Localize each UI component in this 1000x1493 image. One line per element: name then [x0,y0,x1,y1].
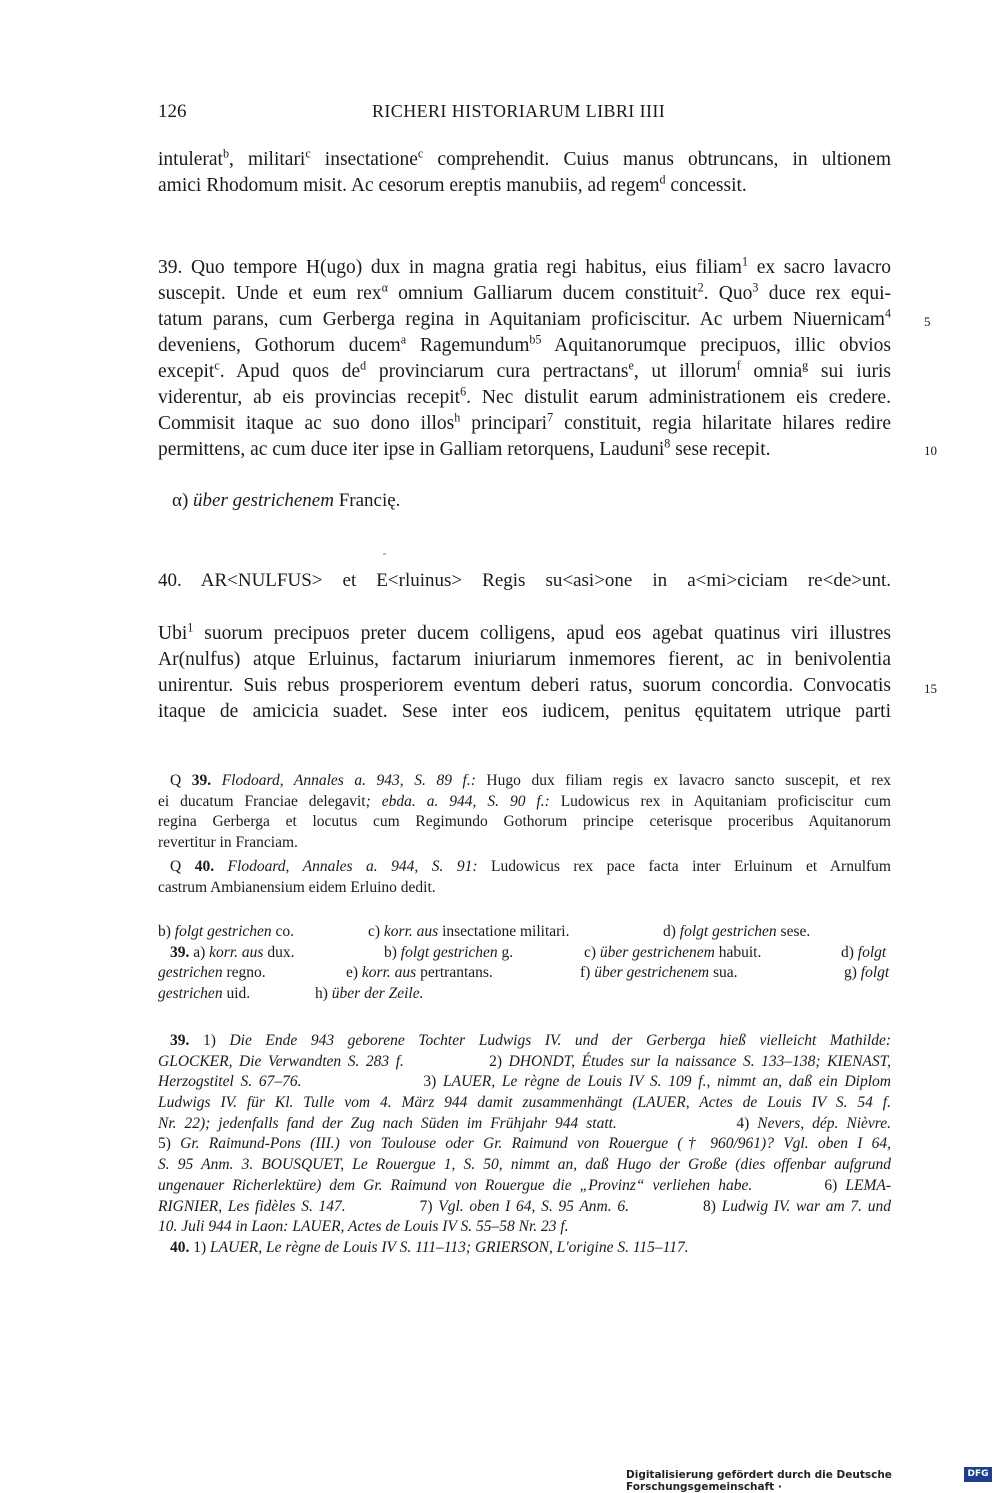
source-line: castrum Ambianensium eidem Erluino dedit. [158,878,436,896]
chapter-40-heading: 40. AR<NULFUS> et E<rluinus> Regis su<asi>one in a<mi>ciciam re<de>unt. [158,570,891,591]
variant-alpha-mark: α) [172,490,189,511]
note-line: 5) Gr. Raimund-Pons (III.) von Toulouse oder Gr. Raimund von Rouergue († 960/961)? Vgl. oben I 64, [158,1135,891,1153]
apparatus-line [158,963,891,984]
apparatus-entry: h) über der Zeile. [315,984,424,1002]
line-number: 5 [924,314,931,329]
source-citations [158,771,891,898]
source-line: Q 40. Flodoard, Annales a. 944, S. 91: Ludowicus rex pace facta inter Erluinum et Arnulfum [170,858,891,875]
chapter-40-line: Ubi$^1$ suorum precipuos preter ducem colligens, apud eos agebat quatinus viri illustres [158,620,891,644]
apparatus-entry: c) korr. aus insectatione militari. [368,923,570,940]
variant-alpha-word: Francię. [338,490,401,511]
chapter-40-line: Ar(nulfus) atque Erluinus, factarum iniuriarum inmemores fierent, ac in benivolentia [158,649,891,670]
note-line: Ludwigs IV. für Kl. Tulle vom 4. März 944 damit zusammenhängt (LAUER, Actes de Louis IV S. 54 f. [158,1094,891,1112]
apparatus-entry: b) folgt gestrichen co. [158,923,295,940]
apparatus-entry: c) über gestrichenem habuit. [584,943,762,961]
apparatus-entry: 39. a) korr. aus dux. [170,943,295,961]
apparatus-entry: e) korr. aus pertrantans. [346,964,493,981]
apparatus-entry: b) folgt gestrichen g. [384,943,514,961]
note-line: GLOCKER, Die Verwandten S. 283 f. 2) DHONDT, Études sur la naissance S. 133–138; KIENAST, [158,1052,891,1070]
body-line: amici Rhodomum misit. Ac cesorum ereptis manubiis, ad regem$^d$ concessit. [158,172,747,196]
apparatus-entry: f) über gestrichenem sua. [580,964,738,981]
commentary-notes [158,1031,891,1259]
note-line: Herzogstitel S. 67–76. 3) LAUER, Le règne de Louis IV S. 109 f., nimmt an, daß ein Diplom [158,1073,891,1091]
page-number: 126 [158,101,187,122]
apparatus-entry: d) folgt gestrichen sese. [663,923,811,940]
textual-apparatus [158,922,891,1004]
note-line: ungenauer Richerlektüre) dem Gr. Raimund von Rouergue die „Provinz“ verliehen habe. 6) LEMA- [158,1176,891,1194]
source-line: revertitur in Franciam. [158,833,298,851]
funding-footer: Digitalisierung gefördert durch die Deutsche Forschungsgemeinschaft · [626,1469,892,1493]
chapter-40-line: unirentur. Suis rebus prosperiorem eventum deberi ratus, suorum concordia. Convocatis [158,675,891,696]
source-line: ei ducatum Franciae delegavit; ebda. a. 944, S. 90 f.: Ludowicus rex in Aquitaniam proficiscitur cum [158,792,891,810]
chapter-39-line: viderentur, ab eis provincias recepit$^6$. Nec distulit earum administrationem eis credere. [158,384,891,408]
chapter-40-line: itaque de amicicia suadet. Sese inter eos iudicem, penitus ęquitatem utrique parti [158,701,891,722]
running-title: RICHERI HISTORIARUM LIBRI IIII [372,101,666,121]
note-line: S. 95 Anm. 3. BOUSQUET, Le Rouergue 1, S. 50, nimmt an, daß Hugo der Große (dies offenbar aufgrund [158,1156,891,1174]
note-line: Nr. 22); jedenfalls fand der Zug nach Süden im Frühjahr 944 statt. 4) Nevers, dép. Nièvre. [158,1114,891,1132]
chapter-39-line: tatum parans, cum Gerberga regina in Aquitaniam proficiscitur. Ac urbem Niuernicam$^4$ [158,306,891,330]
line-number: 10 [924,443,937,458]
apparatus-entry: d) folgt [841,943,887,961]
apparatus-line [158,943,891,964]
ink-speck [383,553,386,555]
note-line: 10. Juli 944 in Laon: LAUER, Actes de Louis IV S. 55–58 Nr. 23 f. [158,1218,569,1236]
body-line: intulerat$^b$, militari$^c$ insectatione$^c$ comprehendit. Cuius manus obtruncans, in ultionem [158,146,891,170]
chapter-39-line: permittens, ac cum duce iter ipse in Galliam retorquens, Lauduni$^8$ sese recepit. [158,436,771,460]
dfg-logo-icon: DFG [964,1467,992,1482]
apparatus-entry: gestrichen uid. [158,984,251,1002]
apparatus-entry: gestrichen regno. [158,964,266,981]
chapter-39-line: deveniens, Gothorum ducem$^a$ Ragemundum$^{b5}$ Aquitanorumque precipuos, illic obvios [158,332,891,356]
source-line: regina Gerberga et locutus cum Regimundo Gothorum principe ceterisque proceribus Aquitanorum [158,813,891,830]
variant-alpha [172,490,400,512]
apparatus-line [158,984,891,1005]
note-line: 39. 1) Die Ende 943 geborene Tochter Ludwigs IV. und der Gerberga hieß vielleicht Mathilde: [170,1032,891,1049]
source-line: Q 39. Flodoard, Annales a. 943, S. 89 f.: Hugo dux filiam regis ex lavacro sancto suscepit, et rex [170,772,891,789]
chapter-39-line: suscepit. Unde et eum rex$^\alpha$ omnium Galliarum ducem constituit$^2$. Quo$^3$ duce rex equi- [158,280,892,304]
variant-alpha-note: über gestrichenem [193,490,334,511]
note-line: 40. 1) LAUER, Le règne de Louis IV S. 111–113; GRIERSON, L'origine S. 115–117. [170,1238,689,1256]
chapter-39-line: Commisit itaque ac suo dono illos$^h$ principari$^7$ constituit, regia hilaritate hilares redire [158,410,891,434]
line-number: 15 [924,681,937,696]
chapter-39-line: 39. Quo tempore H(ugo) dux in magna gratia regi habitus, eius filiam$^1$ ex sacro lavacro [158,254,891,278]
note-line: RIGNIER, Les fidèles S. 147. 7) Vgl. oben I 64, S. 95 Anm. 6. 8) Ludwig IV. war am 7. und [158,1197,891,1215]
chapter-39-line: excepit$^c$. Apud quos $de^d$ provinciarum cura pertractans$^e$, ut illorum$^f$ omnia$^g$ sui iuris [158,358,892,382]
apparatus-line [158,922,891,943]
apparatus-entry: g) folgt [844,964,890,981]
